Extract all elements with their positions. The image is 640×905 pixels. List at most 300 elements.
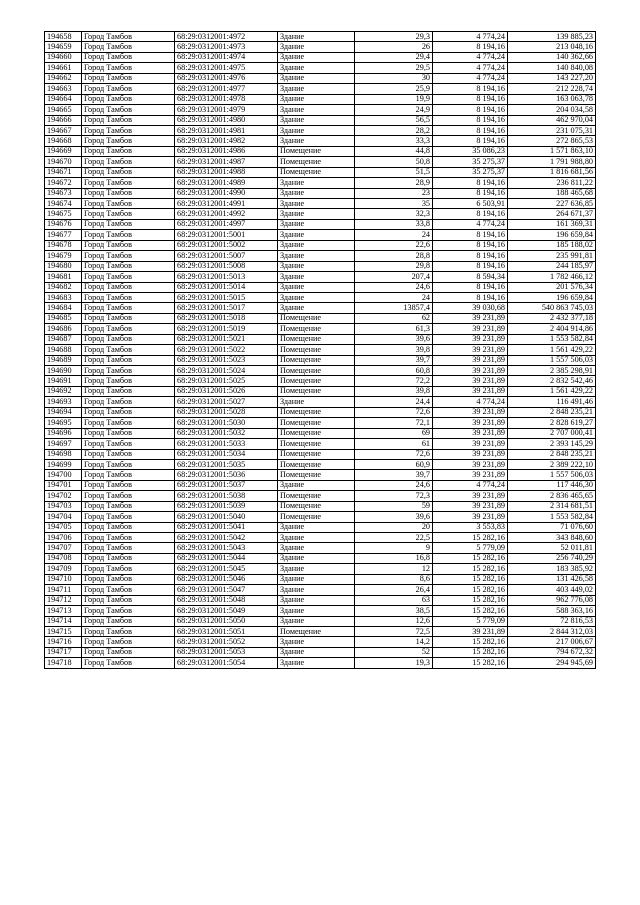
municipality-cell: Город Тамбов <box>82 146 175 156</box>
table-row <box>45 428 596 438</box>
area-cell: 69 <box>355 428 433 438</box>
object-id-cell: 194661 <box>45 63 82 73</box>
specific-value-cell: 15 282,16 <box>433 606 508 616</box>
cadastral-value-cell: 343 848,60 <box>508 533 596 543</box>
municipality-cell: Город Тамбов <box>82 355 175 365</box>
table-row <box>45 512 596 522</box>
cadastral-value-cell: 131 426,58 <box>508 574 596 584</box>
object-type-cell: Здание <box>278 303 355 313</box>
table-row <box>45 543 596 553</box>
municipality-cell: Город Тамбов <box>82 115 175 125</box>
cadastral-value-cell: 2 404 914,86 <box>508 324 596 334</box>
area-cell: 24,9 <box>355 105 433 115</box>
cadastral-number-cell: 68:29:0312001:4979 <box>175 105 278 115</box>
object-type-cell: Здание <box>278 94 355 104</box>
specific-value-cell: 39 231,89 <box>433 491 508 501</box>
object-type-cell: Здание <box>278 553 355 563</box>
municipality-cell: Город Тамбов <box>82 522 175 532</box>
municipality-cell: Город Тамбов <box>82 125 175 135</box>
municipality-cell: Город Тамбов <box>82 386 175 396</box>
object-type-cell: Здание <box>278 115 355 125</box>
table-row <box>45 292 596 302</box>
table-row <box>45 626 596 636</box>
area-cell: 38,5 <box>355 606 433 616</box>
table-row <box>45 606 596 616</box>
municipality-cell: Город Тамбов <box>82 407 175 417</box>
municipality-cell: Город Тамбов <box>82 616 175 626</box>
cadastral-number-cell: 68:29:0312001:5007 <box>175 251 278 261</box>
cadastral-value-cell: 2 828 619,27 <box>508 418 596 428</box>
specific-value-cell: 8 194,16 <box>433 292 508 302</box>
cadastral-number-cell: 68:29:0312001:4989 <box>175 178 278 188</box>
cadastral-value-cell: 794 672,32 <box>508 647 596 657</box>
area-cell: 62 <box>355 313 433 323</box>
cadastral-number-cell: 68:29:0312001:5026 <box>175 386 278 396</box>
municipality-cell: Город Тамбов <box>82 397 175 407</box>
municipality-cell: Город Тамбов <box>82 439 175 449</box>
table-row <box>45 376 596 386</box>
cadastral-value-cell: 2 836 465,65 <box>508 491 596 501</box>
specific-value-cell: 35 086,23 <box>433 146 508 156</box>
specific-value-cell: 15 282,16 <box>433 658 508 668</box>
table-row <box>45 324 596 334</box>
cadastral-number-cell: 68:29:0312001:5036 <box>175 470 278 480</box>
object-id-cell: 194691 <box>45 376 82 386</box>
table-row <box>45 585 596 595</box>
object-id-cell: 194679 <box>45 251 82 261</box>
cadastral-number-cell: 68:29:0312001:4988 <box>175 167 278 177</box>
object-type-cell: Здание <box>278 647 355 657</box>
specific-value-cell: 8 194,16 <box>433 94 508 104</box>
cadastral-value-cell: 1 553 582,84 <box>508 334 596 344</box>
area-cell: 20 <box>355 522 433 532</box>
cadastral-value-cell: 2 844 312,03 <box>508 626 596 636</box>
cadastral-value-cell: 2 314 681,51 <box>508 501 596 511</box>
municipality-cell: Город Тамбов <box>82 647 175 657</box>
specific-value-cell: 4 774,24 <box>433 397 508 407</box>
object-id-cell: 194685 <box>45 313 82 323</box>
municipality-cell: Город Тамбов <box>82 501 175 511</box>
object-id-cell: 194676 <box>45 219 82 229</box>
specific-value-cell: 8 194,16 <box>433 282 508 292</box>
specific-value-cell: 8 194,16 <box>433 251 508 261</box>
municipality-cell: Город Тамбов <box>82 491 175 501</box>
cadastral-number-cell: 68:29:0312001:5053 <box>175 647 278 657</box>
municipality-cell: Город Тамбов <box>82 105 175 115</box>
table-row <box>45 355 596 365</box>
cadastral-number-cell: 68:29:0312001:5037 <box>175 480 278 490</box>
cadastral-value-cell: 196 659,84 <box>508 292 596 302</box>
object-id-cell: 194707 <box>45 543 82 553</box>
area-cell: 22,5 <box>355 533 433 543</box>
object-id-cell: 194664 <box>45 94 82 104</box>
municipality-cell: Город Тамбов <box>82 334 175 344</box>
object-type-cell: Помещение <box>278 146 355 156</box>
area-cell: 72,5 <box>355 626 433 636</box>
cadastral-number-cell: 68:29:0312001:5025 <box>175 376 278 386</box>
specific-value-cell: 39 231,89 <box>433 501 508 511</box>
object-id-cell: 194708 <box>45 553 82 563</box>
object-type-cell: Здание <box>278 282 355 292</box>
specific-value-cell: 8 194,16 <box>433 188 508 198</box>
object-type-cell: Здание <box>278 585 355 595</box>
area-cell: 51,5 <box>355 167 433 177</box>
object-type-cell: Помещение <box>278 334 355 344</box>
object-id-cell: 194660 <box>45 52 82 62</box>
object-type-cell: Здание <box>278 178 355 188</box>
area-cell: 29,4 <box>355 52 433 62</box>
cadastral-number-cell: 68:29:0312001:5034 <box>175 449 278 459</box>
object-id-cell: 194670 <box>45 157 82 167</box>
object-type-cell: Здание <box>278 616 355 626</box>
object-type-cell: Помещение <box>278 470 355 480</box>
table-row <box>45 146 596 156</box>
cadastral-number-cell: 68:29:0312001:4991 <box>175 199 278 209</box>
object-type-cell: Здание <box>278 658 355 668</box>
object-id-cell: 194683 <box>45 292 82 302</box>
table-row <box>45 157 596 167</box>
specific-value-cell: 35 275,37 <box>433 157 508 167</box>
cadastral-number-cell: 68:29:0312001:5035 <box>175 459 278 469</box>
table-row <box>45 366 596 376</box>
object-id-cell: 194692 <box>45 386 82 396</box>
specific-value-cell: 39 231,89 <box>433 470 508 480</box>
table-row <box>45 303 596 313</box>
area-cell: 39,8 <box>355 345 433 355</box>
object-type-cell: Помещение <box>278 324 355 334</box>
cadastral-number-cell: 68:29:0312001:5017 <box>175 303 278 313</box>
area-cell: 39,6 <box>355 512 433 522</box>
specific-value-cell: 39 231,89 <box>433 386 508 396</box>
object-type-cell: Здание <box>278 397 355 407</box>
table-row <box>45 178 596 188</box>
cadastral-value-cell: 588 363,16 <box>508 606 596 616</box>
area-cell: 14,2 <box>355 637 433 647</box>
cadastral-value-cell: 403 449,02 <box>508 585 596 595</box>
table-row <box>45 595 596 605</box>
object-type-cell: Помещение <box>278 512 355 522</box>
specific-value-cell: 15 282,16 <box>433 585 508 595</box>
municipality-cell: Город Тамбов <box>82 209 175 219</box>
cadastral-value-cell: 2 385 298,91 <box>508 366 596 376</box>
cadastral-value-cell: 1 782 466,12 <box>508 272 596 282</box>
area-cell: 28,9 <box>355 178 433 188</box>
cadastral-number-cell: 68:29:0312001:5052 <box>175 637 278 647</box>
object-id-cell: 194697 <box>45 439 82 449</box>
cadastral-value-cell: 1 816 681,56 <box>508 167 596 177</box>
table-row <box>45 386 596 396</box>
specific-value-cell: 39 231,89 <box>433 407 508 417</box>
area-cell: 44,8 <box>355 146 433 156</box>
table-row <box>45 574 596 584</box>
specific-value-cell: 3 553,83 <box>433 522 508 532</box>
object-type-cell: Помещение <box>278 366 355 376</box>
cadastral-value-table <box>44 31 596 669</box>
cadastral-value-cell: 2 389 222,10 <box>508 459 596 469</box>
cadastral-value-cell: 1 557 506,03 <box>508 355 596 365</box>
specific-value-cell: 8 194,16 <box>433 240 508 250</box>
area-cell: 72,6 <box>355 449 433 459</box>
table-row <box>45 553 596 563</box>
object-type-cell: Помещение <box>278 418 355 428</box>
object-id-cell: 194716 <box>45 637 82 647</box>
cadastral-number-cell: 68:29:0312001:4978 <box>175 94 278 104</box>
area-cell: 12,6 <box>355 616 433 626</box>
specific-value-cell: 39 231,89 <box>433 345 508 355</box>
specific-value-cell: 39 231,89 <box>433 626 508 636</box>
cadastral-number-cell: 68:29:0312001:5008 <box>175 261 278 271</box>
cadastral-value-cell: 2 393 145,29 <box>508 439 596 449</box>
specific-value-cell: 8 194,16 <box>433 84 508 94</box>
cadastral-number-cell: 68:29:0312001:5019 <box>175 324 278 334</box>
area-cell: 26 <box>355 42 433 52</box>
object-id-cell: 194696 <box>45 428 82 438</box>
cadastral-number-cell: 68:29:0312001:4972 <box>175 32 278 42</box>
object-type-cell: Здание <box>278 32 355 42</box>
object-id-cell: 194669 <box>45 146 82 156</box>
object-id-cell: 194659 <box>45 42 82 52</box>
area-cell: 9 <box>355 543 433 553</box>
cadastral-value-cell: 163 063,78 <box>508 94 596 104</box>
municipality-cell: Город Тамбов <box>82 480 175 490</box>
specific-value-cell: 39 231,89 <box>433 366 508 376</box>
specific-value-cell: 8 194,16 <box>433 105 508 115</box>
object-type-cell: Помещение <box>278 439 355 449</box>
cadastral-number-cell: 68:29:0312001:5002 <box>175 240 278 250</box>
cadastral-number-cell: 68:29:0312001:5054 <box>175 658 278 668</box>
specific-value-cell: 5 779,09 <box>433 543 508 553</box>
cadastral-value-cell: 2 848 235,21 <box>508 407 596 417</box>
cadastral-number-cell: 68:29:0312001:5045 <box>175 564 278 574</box>
specific-value-cell: 15 282,16 <box>433 595 508 605</box>
cadastral-number-cell: 68:29:0312001:5042 <box>175 533 278 543</box>
table-row <box>45 272 596 282</box>
area-cell: 24,6 <box>355 480 433 490</box>
object-id-cell: 194674 <box>45 199 82 209</box>
municipality-cell: Город Тамбов <box>82 251 175 261</box>
object-type-cell: Здание <box>278 637 355 647</box>
municipality-cell: Город Тамбов <box>82 84 175 94</box>
table-row <box>45 616 596 626</box>
object-id-cell: 194682 <box>45 282 82 292</box>
object-type-cell: Здание <box>278 52 355 62</box>
table-row <box>45 345 596 355</box>
object-type-cell: Помещение <box>278 376 355 386</box>
table-row <box>45 647 596 657</box>
cadastral-value-cell: 217 006,67 <box>508 637 596 647</box>
cadastral-value-cell: 227 636,85 <box>508 199 596 209</box>
specific-value-cell: 39 231,89 <box>433 428 508 438</box>
area-cell: 24,6 <box>355 282 433 292</box>
municipality-cell: Город Тамбов <box>82 272 175 282</box>
area-cell: 72,6 <box>355 407 433 417</box>
cadastral-number-cell: 68:29:0312001:5021 <box>175 334 278 344</box>
area-cell: 23 <box>355 188 433 198</box>
table-row <box>45 459 596 469</box>
object-id-cell: 194667 <box>45 125 82 135</box>
table-row <box>45 167 596 177</box>
cadastral-number-cell: 68:29:0312001:5033 <box>175 439 278 449</box>
object-id-cell: 194662 <box>45 73 82 83</box>
cadastral-number-cell: 68:29:0312001:5028 <box>175 407 278 417</box>
municipality-cell: Город Тамбов <box>82 136 175 146</box>
object-type-cell: Здание <box>278 261 355 271</box>
area-cell: 29,3 <box>355 32 433 42</box>
cadastral-value-cell: 72 816,53 <box>508 616 596 626</box>
municipality-cell: Город Тамбов <box>82 42 175 52</box>
cadastral-value-cell: 1 557 506,03 <box>508 470 596 480</box>
cadastral-number-cell: 68:29:0312001:5018 <box>175 313 278 323</box>
area-cell: 16,8 <box>355 553 433 563</box>
cadastral-number-cell: 68:29:0312001:4982 <box>175 136 278 146</box>
cadastral-number-cell: 68:29:0312001:5013 <box>175 272 278 282</box>
object-id-cell: 194688 <box>45 345 82 355</box>
municipality-cell: Город Тамбов <box>82 470 175 480</box>
object-type-cell: Помещение <box>278 459 355 469</box>
table-row <box>45 261 596 271</box>
object-type-cell: Помещение <box>278 355 355 365</box>
cadastral-number-cell: 68:29:0312001:5038 <box>175 491 278 501</box>
cadastral-number-cell: 68:29:0312001:5044 <box>175 553 278 563</box>
object-id-cell: 194717 <box>45 647 82 657</box>
municipality-cell: Город Тамбов <box>82 418 175 428</box>
object-id-cell: 194663 <box>45 84 82 94</box>
area-cell: 28,8 <box>355 251 433 261</box>
cadastral-number-cell: 68:29:0312001:5041 <box>175 522 278 532</box>
object-type-cell: Здание <box>278 522 355 532</box>
object-type-cell: Здание <box>278 574 355 584</box>
table-row <box>45 230 596 240</box>
cadastral-value-cell: 183 385,92 <box>508 564 596 574</box>
municipality-cell: Город Тамбов <box>82 637 175 647</box>
area-cell: 39,8 <box>355 386 433 396</box>
object-type-cell: Здание <box>278 63 355 73</box>
municipality-cell: Город Тамбов <box>82 595 175 605</box>
object-id-cell: 194689 <box>45 355 82 365</box>
specific-value-cell: 4 774,24 <box>433 63 508 73</box>
municipality-cell: Город Тамбов <box>82 553 175 563</box>
cadastral-value-cell: 143 227,20 <box>508 73 596 83</box>
object-id-cell: 194700 <box>45 470 82 480</box>
cadastral-number-cell: 68:29:0312001:5030 <box>175 418 278 428</box>
specific-value-cell: 39 231,89 <box>433 355 508 365</box>
cadastral-number-cell: 68:29:0312001:5027 <box>175 397 278 407</box>
area-cell: 39,6 <box>355 334 433 344</box>
cadastral-value-cell: 2 848 235,21 <box>508 449 596 459</box>
table-row <box>45 251 596 261</box>
area-cell: 30 <box>355 73 433 83</box>
specific-value-cell: 5 779,09 <box>433 616 508 626</box>
cadastral-number-cell: 68:29:0312001:4981 <box>175 125 278 135</box>
object-type-cell: Здание <box>278 606 355 616</box>
specific-value-cell: 15 282,16 <box>433 564 508 574</box>
cadastral-value-cell: 2 832 542,46 <box>508 376 596 386</box>
object-type-cell: Здание <box>278 480 355 490</box>
specific-value-cell: 8 194,16 <box>433 125 508 135</box>
municipality-cell: Город Тамбов <box>82 261 175 271</box>
cadastral-value-cell: 236 811,22 <box>508 178 596 188</box>
object-type-cell: Здание <box>278 595 355 605</box>
cadastral-number-cell: 68:29:0312001:4986 <box>175 146 278 156</box>
cadastral-value-cell: 1 561 429,22 <box>508 345 596 355</box>
area-cell: 19,3 <box>355 658 433 668</box>
cadastral-value-cell: 244 185,97 <box>508 261 596 271</box>
specific-value-cell: 15 282,16 <box>433 574 508 584</box>
table-body <box>45 32 596 669</box>
cadastral-number-cell: 68:29:0312001:5014 <box>175 282 278 292</box>
cadastral-value-cell: 264 671,37 <box>508 209 596 219</box>
object-type-cell: Здание <box>278 73 355 83</box>
object-type-cell: Помещение <box>278 407 355 417</box>
cadastral-value-cell: 2 432 377,18 <box>508 313 596 323</box>
municipality-cell: Город Тамбов <box>82 543 175 553</box>
object-type-cell: Здание <box>278 272 355 282</box>
object-id-cell: 194687 <box>45 334 82 344</box>
cadastral-value-cell: 235 991,81 <box>508 251 596 261</box>
object-id-cell: 194699 <box>45 459 82 469</box>
cadastral-value-cell: 140 362,66 <box>508 52 596 62</box>
specific-value-cell: 4 774,24 <box>433 52 508 62</box>
object-id-cell: 194673 <box>45 188 82 198</box>
area-cell: 72,3 <box>355 491 433 501</box>
specific-value-cell: 39 231,89 <box>433 334 508 344</box>
cadastral-value-cell: 462 970,04 <box>508 115 596 125</box>
table-row <box>45 501 596 511</box>
object-type-cell: Здание <box>278 219 355 229</box>
cadastral-number-cell: 68:29:0312001:5023 <box>175 355 278 365</box>
object-type-cell: Помещение <box>278 313 355 323</box>
specific-value-cell: 8 194,16 <box>433 261 508 271</box>
table-row <box>45 397 596 407</box>
specific-value-cell: 15 282,16 <box>433 553 508 563</box>
cadastral-number-cell: 68:29:0312001:4997 <box>175 219 278 229</box>
specific-value-cell: 8 194,16 <box>433 115 508 125</box>
object-type-cell: Помещение <box>278 167 355 177</box>
object-id-cell: 194693 <box>45 397 82 407</box>
specific-value-cell: 39 231,89 <box>433 459 508 469</box>
area-cell: 32,3 <box>355 209 433 219</box>
specific-value-cell: 8 194,16 <box>433 178 508 188</box>
municipality-cell: Город Тамбов <box>82 292 175 302</box>
object-id-cell: 194704 <box>45 512 82 522</box>
cadastral-value-cell: 231 075,31 <box>508 125 596 135</box>
object-id-cell: 194666 <box>45 115 82 125</box>
specific-value-cell: 8 194,16 <box>433 209 508 219</box>
object-id-cell: 194701 <box>45 480 82 490</box>
object-id-cell: 194715 <box>45 626 82 636</box>
municipality-cell: Город Тамбов <box>82 459 175 469</box>
cadastral-value-cell: 116 491,46 <box>508 397 596 407</box>
object-id-cell: 194671 <box>45 167 82 177</box>
table-row <box>45 52 596 62</box>
area-cell: 13857,4 <box>355 303 433 313</box>
cadastral-number-cell: 68:29:0312001:4977 <box>175 84 278 94</box>
object-id-cell: 194690 <box>45 366 82 376</box>
municipality-cell: Город Тамбов <box>82 428 175 438</box>
cadastral-value-cell: 71 076,60 <box>508 522 596 532</box>
cadastral-number-cell: 68:29:0312001:4992 <box>175 209 278 219</box>
municipality-cell: Город Тамбов <box>82 345 175 355</box>
table-row <box>45 32 596 42</box>
object-type-cell: Помещение <box>278 491 355 501</box>
municipality-cell: Город Тамбов <box>82 512 175 522</box>
cadastral-value-cell: 540 863 745,03 <box>508 303 596 313</box>
cadastral-value-cell: 1 561 429,22 <box>508 386 596 396</box>
object-id-cell: 194702 <box>45 491 82 501</box>
table-row <box>45 63 596 73</box>
cadastral-number-cell: 68:29:0312001:5047 <box>175 585 278 595</box>
table-row <box>45 125 596 135</box>
